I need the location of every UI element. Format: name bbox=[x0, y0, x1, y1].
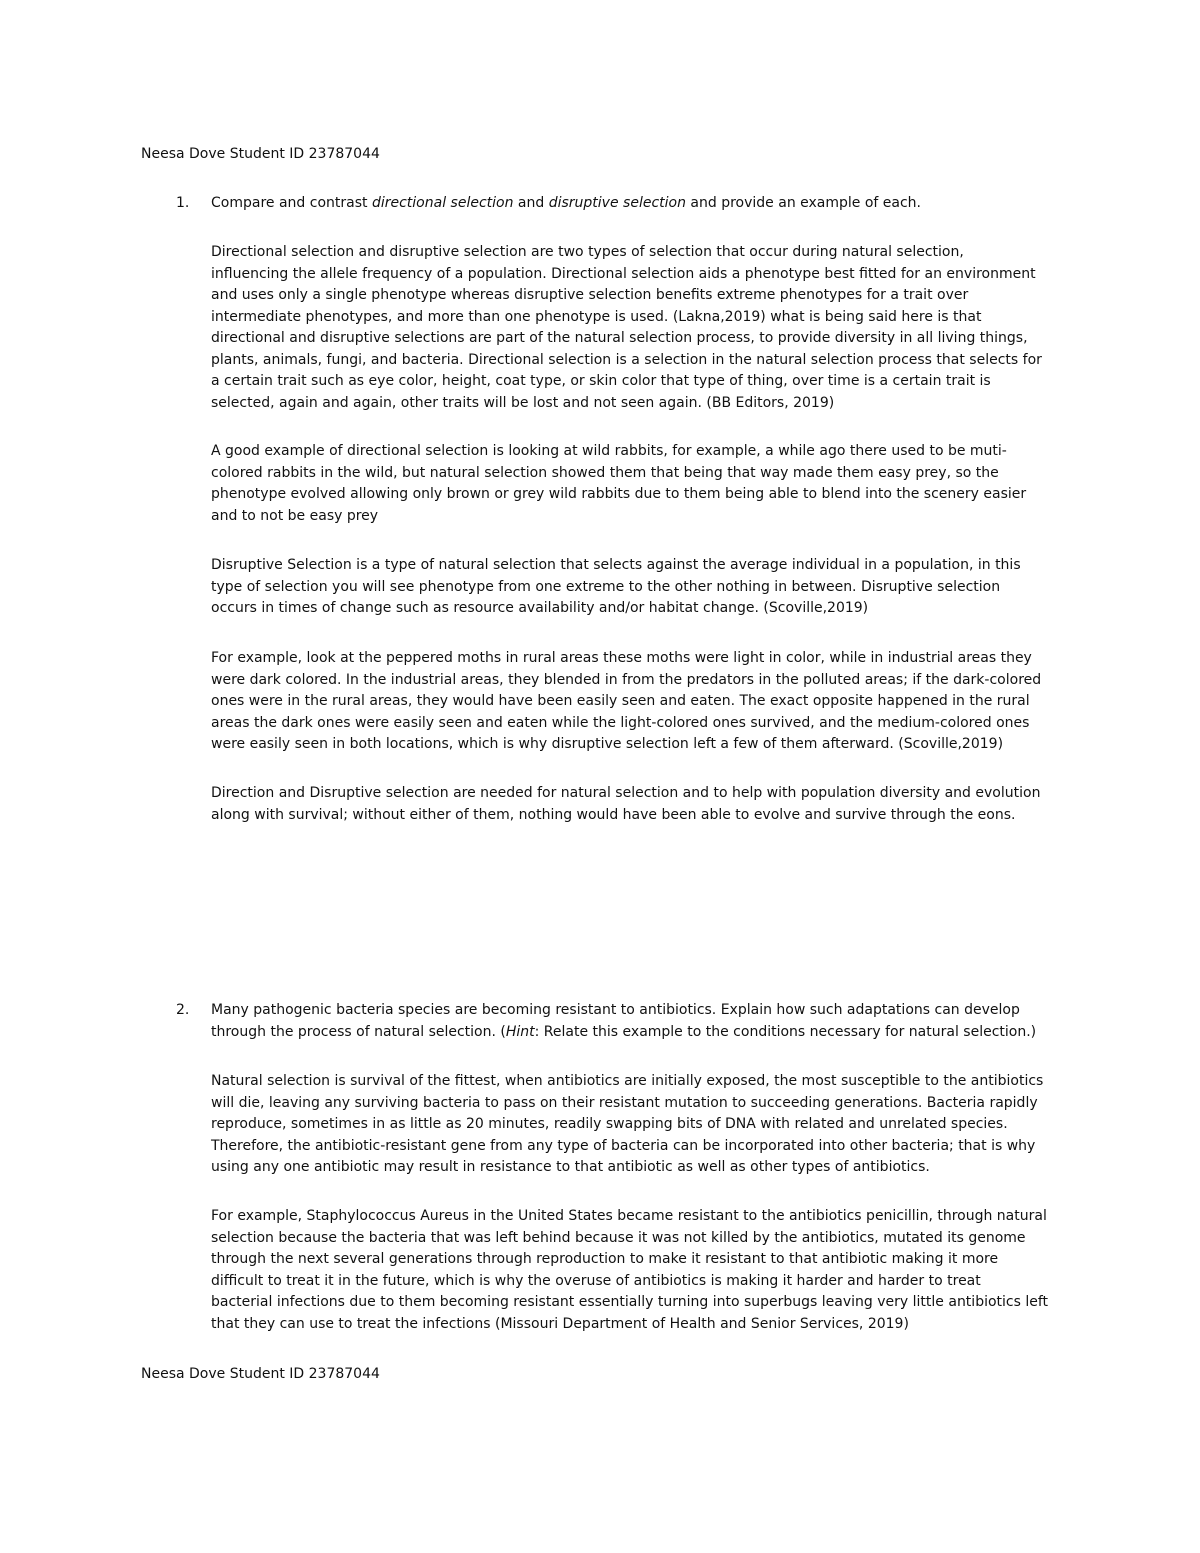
text-line: selection because the bacteria that was left behind because it was not killed by the antibiotics, mutated its genome bbox=[211, 1229, 1026, 1246]
text-line: difficult to treat it in the future, which is why the overuse of antibiotics is making it harder and harder to treat bbox=[211, 1272, 981, 1289]
text-line: influencing the allele frequency of a population. Directional selection aids a phenotype best fitted for an environment bbox=[211, 265, 1036, 282]
text-line: directional and disruptive selections are part of the natural selection process, to provide diversity in all living things, bbox=[211, 330, 1028, 346]
text-line: A good example of directional selection is looking at wild rabbits, for example, a while ago there used to be muti- bbox=[211, 443, 1007, 459]
q1-answer-paragraph-5 bbox=[211, 783, 1071, 826]
text-line: occurs in times of change such as resource availability and/or habitat change. (Scoville,2019) bbox=[211, 600, 869, 616]
q2-answer-paragraph-2 bbox=[211, 1206, 1071, 1335]
text-line: phenotype evolved allowing only brown or grey wild rabbits due to them being able to blend into the scenery easier bbox=[211, 486, 1027, 502]
text-line: were dark colored. In the industrial areas, they blended in from the predators in the polluted areas; if the dark-colored bbox=[211, 671, 1042, 688]
page-footer-repeat-header: Neesa Dove Student ID 23787044 bbox=[141, 1366, 380, 1382]
q1-answer-paragraph-2 bbox=[211, 441, 1071, 527]
text-line: using any one antibiotic may result in resistance to that antibiotic as well as other types of antibiotics. bbox=[211, 1159, 930, 1175]
q1-answer-paragraph-1 bbox=[211, 242, 1071, 414]
q2-answer-paragraph-1 bbox=[211, 1071, 1071, 1179]
text-line: bacterial infections due to them becoming resistant essentially turning into superbugs leaving very little antibiotics left bbox=[211, 1294, 1049, 1310]
page-header: Neesa Dove Student ID 23787044 bbox=[141, 146, 380, 162]
prompt-text: through the process of natural selection. ( bbox=[211, 1023, 506, 1040]
text-line: selected, again and again, other traits will be lost and not seen again. (BB Editors, 2019) bbox=[211, 394, 835, 411]
prompt-emphasis: disruptive selection bbox=[548, 195, 686, 211]
text-line: will die, leaving any surviving bacteria to pass on their resistant mutation to succeeding generations. Bacteria rapidly bbox=[211, 1094, 1038, 1111]
text-line: type of selection you will see phenotype from one extreme to the other nothing in between. Disruptive selection bbox=[211, 578, 1001, 595]
prompt-text: : Relate this example to the conditions necessary for natural selection.) bbox=[534, 1023, 1037, 1040]
question-1-prompt-line bbox=[211, 193, 1071, 215]
text-line: that they can use to treat the infections (Missouri Department of Health and Senior Services, 2019) bbox=[211, 1315, 909, 1332]
text-line: through the next several generations through reproduction to make it resistant to that antibiotic making it more bbox=[211, 1251, 999, 1267]
prompt-text: Compare and contrast bbox=[211, 195, 372, 211]
text-line: plants, animals, fungi, and bacteria. Directional selection is a selection in the natural selection process that selects for bbox=[211, 351, 1042, 368]
text-line: For example, Staphylococcus Aureus in the United States became resistant to the antibiotics penicillin, through natural bbox=[211, 1208, 1047, 1224]
text-line: Natural selection is survival of the fittest, when antibiotics are initially exposed, the most susceptible to the antibiotics bbox=[211, 1073, 1044, 1089]
text-line: Disruptive Selection is a type of natural selection that selects against the average individual in a population, in this bbox=[211, 557, 1021, 573]
prompt-text: and provide an example of each. bbox=[685, 195, 922, 211]
prompt-text: and bbox=[513, 195, 549, 211]
text-line: Many pathogenic bacteria species are becoming resistant to antibiotics. Explain how such adaptations can develop bbox=[211, 1002, 1020, 1018]
text-line: areas the dark ones were easily seen and eaten while the light-colored ones survived, and the medium-colored ones bbox=[211, 714, 1030, 731]
text-line: Direction and Disruptive selection are needed for natural selection and to help with population diversity and evolution bbox=[211, 785, 1041, 801]
question-1-number: 1. bbox=[176, 195, 190, 211]
text-line: Therefore, the antibiotic-resistant gene from any type of bacteria can be incorporated into other bacteria; that is why bbox=[211, 1137, 1036, 1154]
question-2-prompt bbox=[211, 1000, 1071, 1043]
text-line: colored rabbits in the wild, but natural selection showed them that being that way made them easy prey, so the bbox=[211, 464, 999, 481]
question-1-prompt bbox=[211, 193, 1071, 215]
q1-answer-paragraph-4 bbox=[211, 648, 1071, 756]
text-line: intermediate phenotypes, and more than one phenotype is used. (Lakna,2019) what is being said here is that bbox=[211, 308, 982, 325]
prompt-emphasis: directional selection bbox=[371, 195, 514, 211]
text-line: For example, look at the peppered moths in rural areas these moths were light in color, while in industrial areas they bbox=[211, 650, 1032, 666]
q1-answer-paragraph-3 bbox=[211, 555, 1071, 620]
text-line: and uses only a single phenotype whereas disruptive selection benefits extreme phenotypes for a trait over bbox=[211, 287, 969, 303]
text-line: ones were in the rural areas, they would have been easily seen and eaten. The exact opposite happened in the rural bbox=[211, 693, 1030, 709]
text-line: a certain trait such as eye color, height, coat type, or skin color that type of thing, over time is a certain trait is bbox=[211, 373, 991, 389]
text-line: were easily seen in both locations, which is why disruptive selection left a few of them afterward. (Scoville,2019) bbox=[211, 736, 1004, 752]
text-line: and to not be easy prey bbox=[211, 507, 379, 524]
prompt-emphasis: Hint bbox=[505, 1023, 535, 1040]
text-line: Directional selection and disruptive selection are two types of selection that occur during natural selection, bbox=[211, 244, 964, 260]
text-line: reproduce, sometimes in as little as 20 minutes, readily swapping bits of DNA with related and unrelated species. bbox=[211, 1116, 1008, 1132]
text-line: along with survival; without either of them, nothing would have been able to evolve and survive through the eons. bbox=[211, 806, 1016, 823]
question-2-prompt-line-2 bbox=[211, 1022, 1071, 1044]
question-2-number: 2. bbox=[176, 1002, 190, 1018]
